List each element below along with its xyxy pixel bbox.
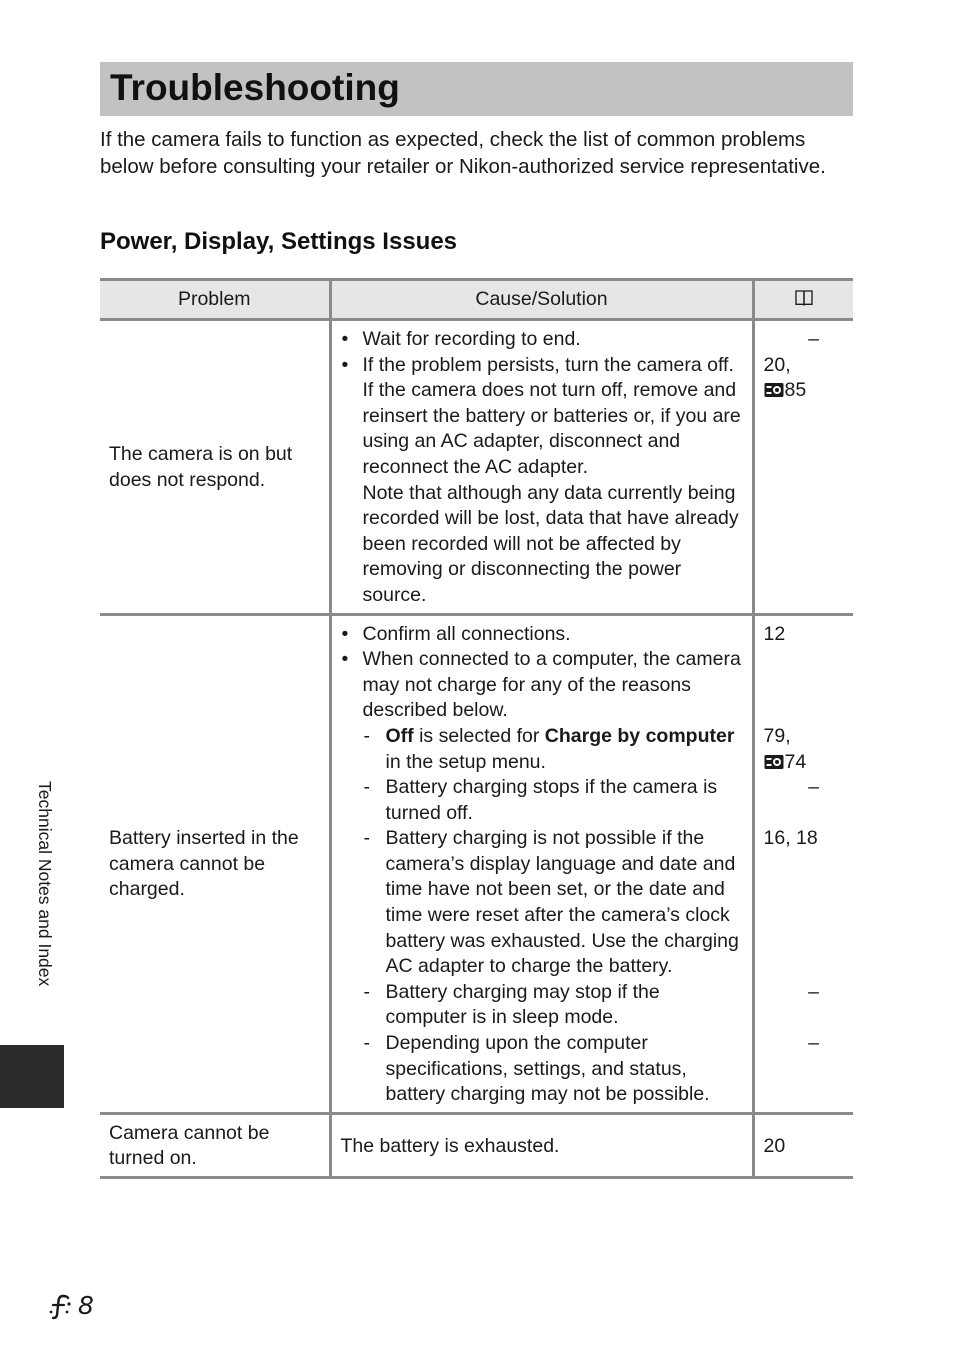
reason-item: - Battery charging stops if the camera is turned off. xyxy=(363,775,744,826)
table-row xyxy=(100,320,853,615)
book-icon xyxy=(794,288,814,308)
page-reference: – xyxy=(808,980,819,1003)
reason-item: - Battery charging may stop if the computer is in sleep mode. xyxy=(363,980,744,1031)
reference-section-icon xyxy=(764,754,784,770)
spacer xyxy=(764,852,820,980)
reason-item: - Depending upon the computer specifications, settings, and status, battery charging may not be possible. xyxy=(363,1031,744,1108)
page-reference-number: 74 xyxy=(784,750,807,773)
section-heading: Power, Display, Settings Issues xyxy=(100,228,458,255)
spacer xyxy=(764,1005,820,1031)
table-row xyxy=(100,1113,853,1177)
bullet-text: When connected to a computer, the camera may not charge for any of the reasons described below. xyxy=(362,648,741,722)
page-reference: 79, xyxy=(763,724,791,747)
table-row xyxy=(100,614,853,1113)
page-reference: – xyxy=(808,776,819,799)
reference-cell xyxy=(753,614,853,1113)
title-bar xyxy=(100,62,853,116)
page-reference: 16, 18 xyxy=(763,827,818,850)
problem-cell: The camera is on but does not respond. xyxy=(100,320,330,615)
solution-cell xyxy=(330,614,753,1113)
solution-bullet: • Wait for recording to end. xyxy=(341,327,744,353)
page-number: 8 xyxy=(78,1291,94,1320)
side-section-label: Technical Notes and Index xyxy=(35,781,55,987)
table-header-row xyxy=(100,280,853,320)
header-reference xyxy=(753,280,853,320)
reference-cell xyxy=(753,320,853,615)
side-section-tab xyxy=(0,1045,64,1108)
solution-cell xyxy=(330,320,753,615)
page-reference: – xyxy=(808,328,819,350)
page-reference: – xyxy=(808,1032,819,1055)
reference-cell: 20 xyxy=(753,1113,853,1177)
solution-bullet: • Confirm all connections. xyxy=(341,622,744,648)
f-technical-notes-icon xyxy=(47,1292,75,1320)
reason-item xyxy=(363,724,744,775)
reason-text: is selected for xyxy=(413,724,545,747)
setting-value: Off xyxy=(385,724,414,747)
solution-bullet xyxy=(341,353,744,609)
page-reference: 20, xyxy=(763,353,791,376)
intro-paragraph: If the camera fails to function as expected, check the list of common problems below before consulting your retailer or Nikon-authorized service representative. xyxy=(100,128,826,178)
reference-section-icon xyxy=(764,382,784,398)
page-reference xyxy=(764,378,820,404)
solution-cell: The battery is exhausted. xyxy=(330,1113,753,1177)
spacer xyxy=(764,801,820,827)
reason-item: - Battery charging is not possible if the camera’s display language and date and time have not been set, or the date and time were reset after the camera’s clock battery was exhausted. Use the charging AC adapter to charge the battery. xyxy=(363,826,744,980)
bullet-text: If the problem persists, turn the camera off. If the camera does not turn off, remove and reinsert the battery or batteries or, if you are using an AC adapter, disconnect and reconnect the AC adapter. xyxy=(362,353,741,478)
spacer xyxy=(764,647,820,724)
problem-cell: Battery inserted in the camera cannot be charged. xyxy=(100,614,330,1113)
setting-name: Charge by computer xyxy=(544,724,735,747)
page-reference-number: 85 xyxy=(784,379,807,402)
troubleshooting-table xyxy=(100,278,853,1179)
reason-list xyxy=(363,724,744,1108)
bullet-note: Note that although any data currently being recorded will be lost, data that have already been recorded will not be affected by removing or disconnecting the power source. xyxy=(362,481,739,606)
problem-cell: Camera cannot be turned on. xyxy=(100,1113,330,1177)
solution-bullet xyxy=(341,647,744,1108)
header-cause-solution: Cause/Solution xyxy=(330,280,753,320)
page-reference xyxy=(764,750,820,776)
reason-text: in the setup menu. xyxy=(385,750,546,773)
header-problem: Problem xyxy=(100,280,330,320)
page-reference: 12 xyxy=(763,622,786,645)
page-title: Troubleshooting xyxy=(110,67,400,108)
